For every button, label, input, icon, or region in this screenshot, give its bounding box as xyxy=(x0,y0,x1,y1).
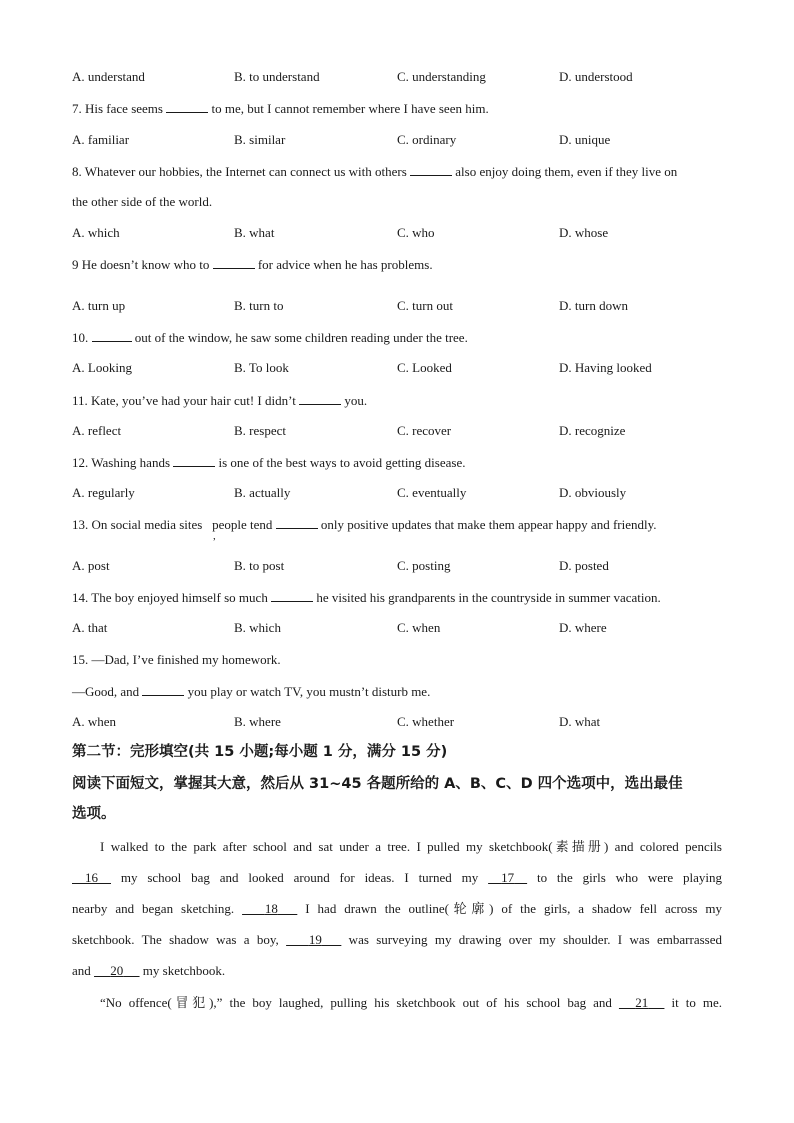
q9-option-b[interactable]: B. turn to xyxy=(234,298,284,313)
q15-stem-line2 xyxy=(72,683,430,700)
q11-option-a[interactable]: A. reflect xyxy=(72,423,122,438)
q8-stem xyxy=(72,163,677,180)
q7-stem-pre: 7. His face seems xyxy=(72,101,163,116)
q8-option-a[interactable]: A. which xyxy=(72,225,120,240)
blank-17-number: 17 xyxy=(501,870,515,885)
q6-option-b[interactable]: B. to understand xyxy=(234,69,320,84)
q8-option-c[interactable]: C. who xyxy=(397,225,435,240)
q10-stem-post: out of the window, he saw some children reading under the tree. xyxy=(131,330,468,345)
section2-title: 第二节：完形填空(共 15 小题;每小题 1 分，满分 15 分) xyxy=(72,744,448,760)
q12-option-c[interactable]: C. eventually xyxy=(397,485,467,500)
q11-option-d[interactable]: D. recognize xyxy=(559,423,626,438)
blank-18[interactable] xyxy=(242,901,297,917)
q6-option-d[interactable]: D. understood xyxy=(559,69,633,84)
q10-stem xyxy=(72,329,468,346)
q10-option-c[interactable]: C. Looked xyxy=(397,360,452,375)
q11-stem xyxy=(72,392,367,409)
passage-line-4 xyxy=(72,932,722,948)
q7-options xyxy=(0,132,794,148)
q8-option-b[interactable]: B. what xyxy=(234,225,275,240)
q7-stem-post: to me, but I cannot remember where I have seen him. xyxy=(208,101,489,116)
q7-option-a[interactable]: A. familiar xyxy=(72,132,130,147)
q11-blank[interactable] xyxy=(299,392,341,405)
q9-stem-post: for advice when he has problems. xyxy=(254,257,433,272)
q14-option-c[interactable]: C. when xyxy=(397,620,441,635)
passage-text: sketchbook. The shadow was a boy, xyxy=(72,932,287,947)
q8-options xyxy=(0,225,794,241)
q13-option-d[interactable]: D. posted xyxy=(559,558,609,573)
q9-option-a[interactable]: A. turn up xyxy=(72,298,126,313)
q8-stem-post: also enjoy doing them, even if they live on xyxy=(452,164,678,179)
q7-option-b[interactable]: B. similar xyxy=(234,132,286,147)
q15-stem-post: you play or watch TV, you mustn’t disturb me. xyxy=(184,684,431,699)
q15-options xyxy=(0,714,794,730)
q12-stem xyxy=(72,454,465,471)
passage-line-2 xyxy=(72,870,722,886)
q12-stem-post: is one of the best ways to avoid getting disease. xyxy=(215,455,466,470)
passage-text: nearby and began sketching. xyxy=(72,901,243,916)
q11-stem-post: you. xyxy=(341,393,368,408)
q11-option-c[interactable]: C. recover xyxy=(397,423,452,438)
q8-option-d[interactable]: D. whose xyxy=(559,225,609,240)
q6-option-a[interactable]: A. understand xyxy=(72,69,145,84)
q15-option-a[interactable]: A. when xyxy=(72,714,117,729)
q15-blank[interactable] xyxy=(142,683,184,696)
blank-18-number: 18 xyxy=(264,901,278,916)
q14-stem-pre: 14. The boy enjoyed himself so much xyxy=(72,590,268,605)
q15-option-c[interactable]: C. whether xyxy=(397,714,455,729)
blank-20-number: 20 xyxy=(110,963,124,978)
q9-options xyxy=(0,298,794,314)
q8-stem-pre: 8. Whatever our hobbies, the Internet can connect us with others xyxy=(72,164,407,179)
q6-options xyxy=(0,69,794,85)
q7-option-d[interactable]: D. unique xyxy=(559,132,611,147)
q14-stem xyxy=(72,589,661,606)
q13-stem-post: only positive updates that make them appear happy and friendly. xyxy=(317,517,657,532)
q14-stem-post: he visited his grandparents in the countryside in summer vacation. xyxy=(313,590,661,605)
q12-options xyxy=(0,485,794,501)
passage-line-5 xyxy=(72,963,722,979)
q15-stem-line1: 15. —Dad, I’ve finished my homework. xyxy=(72,652,281,667)
q14-blank[interactable] xyxy=(271,589,313,602)
q10-option-b[interactable]: B. To look xyxy=(234,360,289,375)
passage-line-1 xyxy=(100,839,722,855)
q13-stray-comma: , xyxy=(213,530,216,542)
passage-text: to the girls who were playing xyxy=(527,870,722,885)
q7-option-c[interactable]: C. ordinary xyxy=(397,132,457,147)
blank-17[interactable] xyxy=(488,870,527,886)
blank-21[interactable] xyxy=(619,995,665,1011)
q13-stem-mid: people tend xyxy=(212,517,273,532)
blank-16[interactable] xyxy=(72,870,111,886)
q11-stem-pre: 11. Kate, you’ve had your hair cut! I didn’t xyxy=(72,393,296,408)
q7-blank[interactable] xyxy=(166,100,208,113)
q14-options xyxy=(0,620,794,636)
passage-line-6 xyxy=(100,995,722,1011)
q13-stem xyxy=(72,516,657,533)
q14-option-b[interactable]: B. which xyxy=(234,620,281,635)
passage-line-3 xyxy=(72,901,722,917)
section2-instruction-line1: 阅读下面短文，掌握其大意，然后从 31~45 各题所给的 A、B、C、D 四个选项中，选出最佳 xyxy=(72,776,683,792)
q9-stem-pre: 9 He doesn’t know who to xyxy=(72,257,210,272)
q12-option-d[interactable]: D. obviously xyxy=(559,485,627,500)
passage-text: was surveying my drawing over my shoulder. I was embarrassed xyxy=(341,932,722,947)
q9-stem xyxy=(72,256,433,273)
q10-blank[interactable] xyxy=(92,329,132,342)
q14-option-a[interactable]: A. that xyxy=(72,620,108,635)
q13-stem-pre: 13. On social media sites xyxy=(72,517,203,532)
passage-text: my sketchbook. xyxy=(139,963,226,978)
q9-option-c[interactable]: C. turn out xyxy=(397,298,453,313)
q15-option-b[interactable]: B. where xyxy=(234,714,281,729)
section2-instruction-line2: 选项。 xyxy=(72,806,116,822)
q8-stem-line2: the other side of the world. xyxy=(72,194,213,209)
q7-stem xyxy=(72,100,489,117)
passage-text: I had drawn the outline(轮廓) of the girls, a shadow fell across my xyxy=(297,901,722,916)
q12-option-b[interactable]: B. actually xyxy=(234,485,291,500)
q11-option-b[interactable]: B. respect xyxy=(234,423,286,438)
q15-stem-pre: —Good, and xyxy=(72,684,140,699)
q12-blank[interactable] xyxy=(173,454,215,467)
blank-19[interactable] xyxy=(286,932,341,948)
q15-option-d[interactable]: D. what xyxy=(559,714,601,729)
blank-20[interactable] xyxy=(94,963,140,979)
q10-option-a[interactable]: A. Looking xyxy=(72,360,132,375)
blank-21-number: 21 xyxy=(635,995,649,1010)
blank-16-number: 16 xyxy=(85,870,98,885)
passage-text: it to me. xyxy=(664,995,722,1010)
q10-stem-pre: 10. xyxy=(72,330,89,345)
q6-option-c[interactable]: C. understanding xyxy=(397,69,486,84)
passage-text: and xyxy=(72,963,95,978)
q12-option-a[interactable]: A. regularly xyxy=(72,485,135,500)
q10-options xyxy=(0,360,794,376)
q13-option-a[interactable]: A. post xyxy=(72,558,110,573)
q9-blank[interactable] xyxy=(213,256,255,269)
passage-text: “No offence(冒犯),” the boy laughed, pulling his sketchbook out of his school bag and xyxy=(100,995,619,1010)
q11-options xyxy=(0,423,794,439)
q13-options xyxy=(0,558,794,574)
q10-option-d[interactable]: D. Having looked xyxy=(559,360,652,375)
q12-stem-pre: 12. Washing hands xyxy=(72,455,171,470)
q13-option-b[interactable]: B. to post xyxy=(234,558,285,573)
q13-blank[interactable] xyxy=(276,516,318,529)
q13-option-c[interactable]: C. posting xyxy=(397,558,451,573)
q14-option-d[interactable]: D. where xyxy=(559,620,607,635)
q9-option-d[interactable]: D. turn down xyxy=(559,298,628,313)
passage-text: my school bag and looked around for ideas. I turned my xyxy=(111,870,489,885)
q8-blank[interactable] xyxy=(410,163,452,176)
blank-19-number: 19 xyxy=(308,932,322,947)
passage-text: I walked to the park after school and sat under a tree. I pulled my sketchbook(素描册) and colored pencils xyxy=(100,839,722,854)
